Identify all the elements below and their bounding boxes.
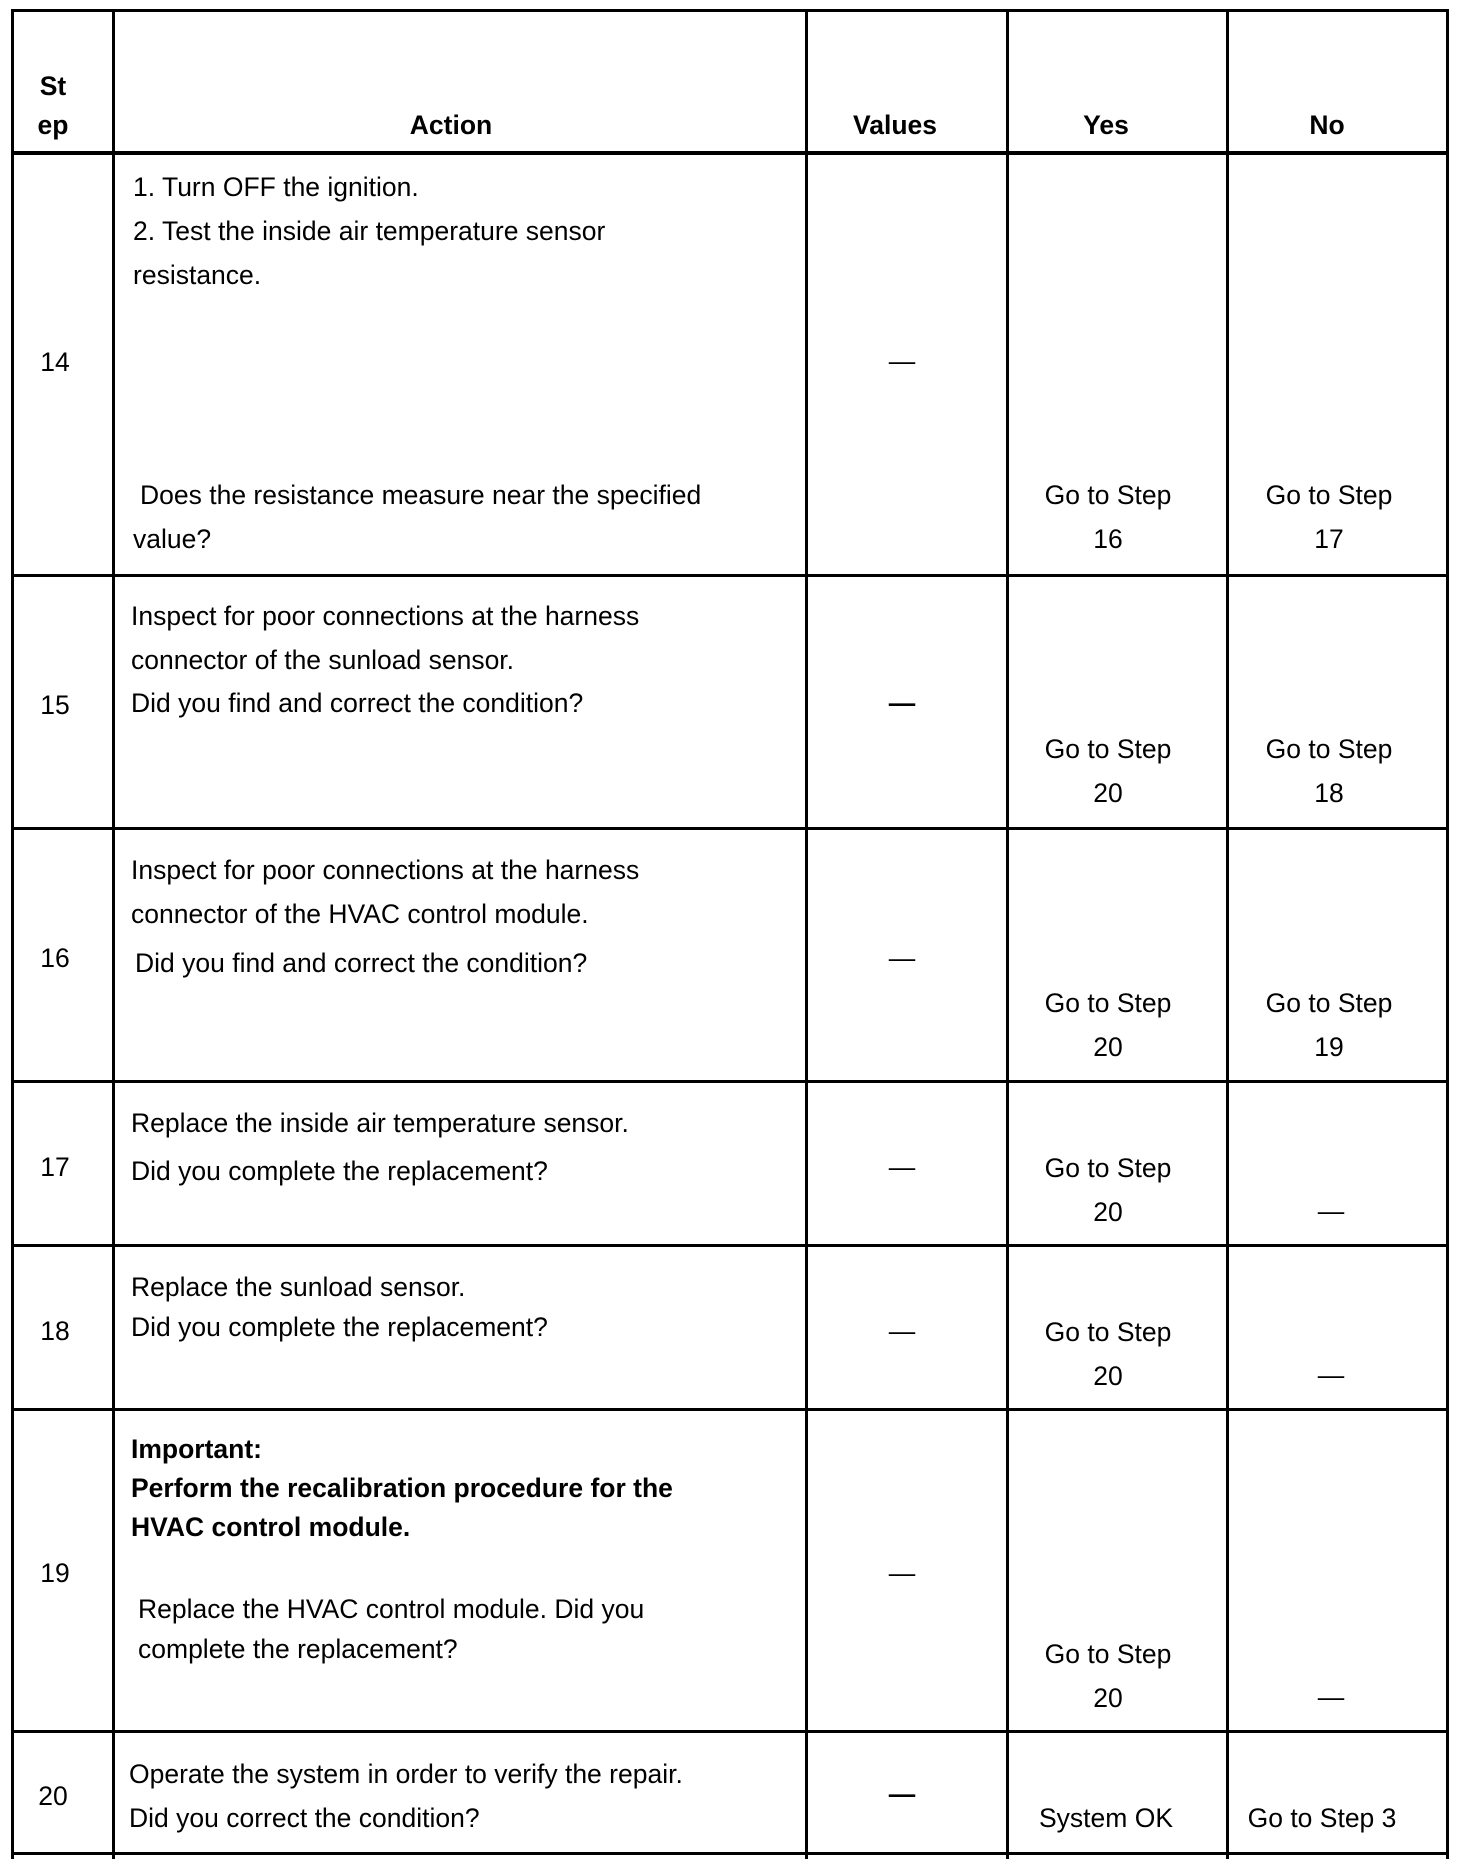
header-yes: Yes xyxy=(1083,110,1129,140)
yes-target-step: 20 xyxy=(1093,1683,1123,1713)
step-number: 16 xyxy=(40,943,70,973)
header-values: Values xyxy=(853,110,937,140)
header-step-line-1: St xyxy=(39,71,67,101)
yes-target-step: 20 xyxy=(1093,1361,1123,1391)
values-dash: — xyxy=(888,346,916,376)
header-action: Action xyxy=(409,110,493,140)
action-text: connector of the HVAC control module. xyxy=(131,899,589,929)
action-text: Operate the system in order to verify the repair. xyxy=(129,1759,683,1789)
row-divider-15 xyxy=(11,827,1449,830)
no-target: Go to Step xyxy=(1265,988,1393,1018)
no-target-step: 19 xyxy=(1314,1032,1344,1062)
no-dash: — xyxy=(1317,1682,1345,1712)
values-dash: — xyxy=(888,1316,916,1346)
action-text: Replace the HVAC control module. Did you xyxy=(138,1594,645,1624)
action-text: 2. Test the inside air temperature sensor xyxy=(133,216,606,246)
action-text: Did you find and correct the condition? xyxy=(135,948,588,978)
row-divider-16 xyxy=(11,1080,1449,1083)
yes-target: Go to Step xyxy=(1044,1317,1172,1347)
no-target-step: 18 xyxy=(1314,778,1344,808)
column-divider-yes xyxy=(1226,9,1229,1859)
action-text: Inspect for poor connections at the harness xyxy=(131,601,640,631)
step-number: 15 xyxy=(40,690,70,720)
yes-target: Go to Step xyxy=(1044,1639,1172,1669)
action-text: Inspect for poor connections at the harness xyxy=(131,855,640,885)
important-note: Perform the recalibration procedure for the xyxy=(131,1473,673,1503)
yes-target: Go to Step xyxy=(1044,480,1172,510)
values-dash: — xyxy=(888,688,916,718)
row-divider-17 xyxy=(11,1244,1449,1247)
table-border-top xyxy=(11,9,1449,12)
no-target: Go to Step 3 xyxy=(1247,1803,1397,1833)
important-note: HVAC control module. xyxy=(131,1512,411,1542)
column-divider-action xyxy=(805,9,808,1859)
yes-target: Go to Step xyxy=(1044,734,1172,764)
row-divider-14 xyxy=(11,574,1449,577)
action-text: value? xyxy=(133,524,212,554)
header-step-line-2: ep xyxy=(37,110,69,140)
yes-target: Go to Step xyxy=(1044,988,1172,1018)
column-divider-values xyxy=(1006,9,1009,1859)
action-text: complete the replacement? xyxy=(138,1634,458,1664)
step-number: 20 xyxy=(38,1781,68,1811)
action-text: Did you correct the condition? xyxy=(129,1803,480,1833)
row-divider-19 xyxy=(11,1730,1449,1733)
step-number: 17 xyxy=(40,1152,70,1182)
yes-target-step: 20 xyxy=(1093,1032,1123,1062)
table-border-left xyxy=(11,9,14,1859)
action-text: Replace the inside air temperature sensor. xyxy=(131,1108,629,1138)
important-label: Important: xyxy=(131,1434,263,1464)
header-no: No xyxy=(1309,110,1345,140)
no-dash: — xyxy=(1317,1196,1345,1226)
step-number: 14 xyxy=(40,347,70,377)
action-text: Did you complete the replacement? xyxy=(131,1156,548,1186)
no-target-step: 17 xyxy=(1314,524,1344,554)
column-divider-step xyxy=(112,9,115,1859)
yes-target: Go to Step xyxy=(1044,1153,1172,1183)
values-dash: — xyxy=(888,1152,916,1182)
yes-result: System OK xyxy=(1038,1803,1174,1833)
action-text: resistance. xyxy=(133,260,262,290)
table-border-right xyxy=(1446,9,1449,1859)
action-text: Did you complete the replacement? xyxy=(131,1312,548,1342)
action-text: Does the resistance measure near the specified xyxy=(140,480,702,510)
step-number: 19 xyxy=(40,1558,70,1588)
header-row-divider xyxy=(11,151,1449,155)
values-dash: — xyxy=(888,943,916,973)
action-text: 1. Turn OFF the ignition. xyxy=(133,172,419,202)
values-dash: — xyxy=(888,1558,916,1588)
yes-target-step: 16 xyxy=(1093,524,1123,554)
no-dash: — xyxy=(1317,1360,1345,1390)
step-number: 18 xyxy=(40,1316,70,1346)
row-divider-18 xyxy=(11,1408,1449,1411)
action-text: connector of the sunload sensor. xyxy=(131,645,515,675)
action-text: Did you find and correct the condition? xyxy=(131,688,584,718)
action-text: Replace the sunload sensor. xyxy=(131,1272,466,1302)
table-border-bottom xyxy=(11,1852,1449,1855)
yes-target-step: 20 xyxy=(1093,778,1123,808)
no-target: Go to Step xyxy=(1265,480,1393,510)
yes-target-step: 20 xyxy=(1093,1197,1123,1227)
no-target: Go to Step xyxy=(1265,734,1393,764)
values-dash: — xyxy=(888,1779,916,1809)
